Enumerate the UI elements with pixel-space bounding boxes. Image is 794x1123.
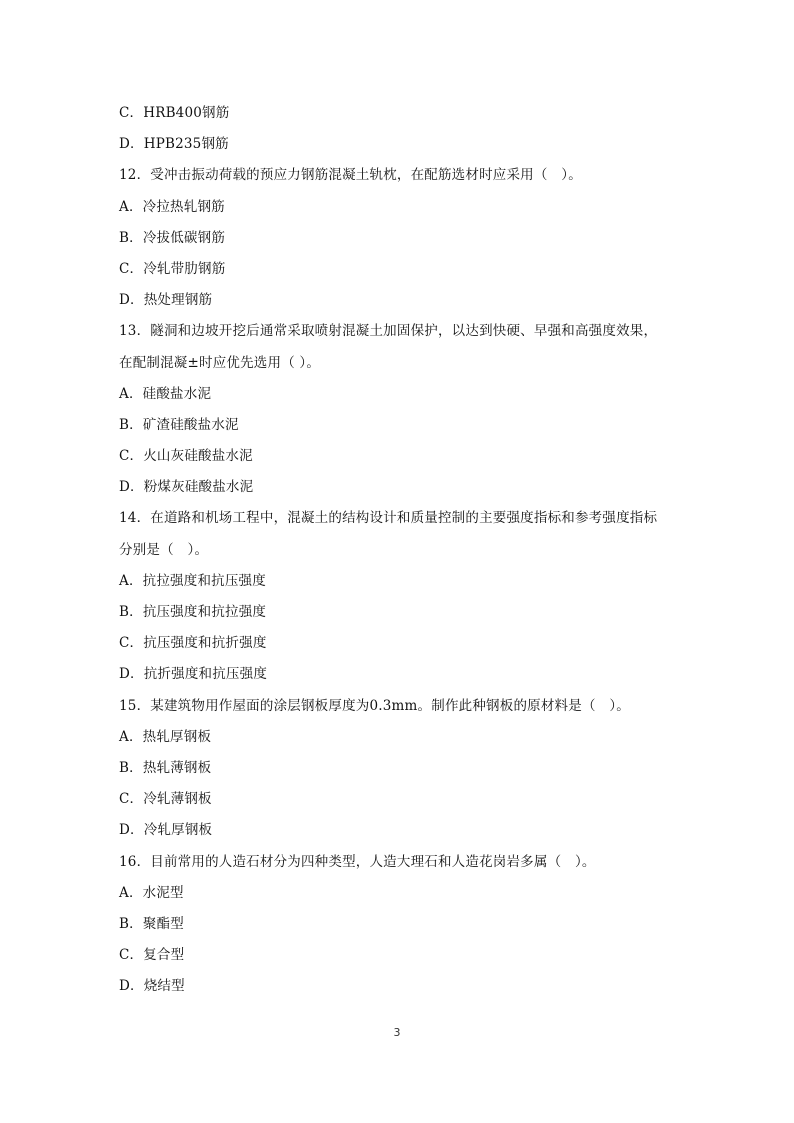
option-line: B．矿渣硅酸盐水泥: [119, 416, 239, 433]
option-line: A．水泥型: [119, 884, 184, 901]
option-line: B．聚酯型: [119, 915, 184, 932]
page-number: 3: [393, 1026, 401, 1039]
option-line: B．抗压强度和抗拉强度: [119, 604, 267, 620]
option-line: B．热轧薄钢板: [119, 759, 212, 776]
option-line: A．冷拉热轧钢筋: [119, 198, 225, 215]
option-line: C．火山灰硅酸盐水泥: [119, 448, 253, 465]
question-15-stem: 15．某建筑物用作屋面的涂层钢板厚度为0.3mm。制作此种钢板的原材料是（ ）。: [119, 697, 630, 714]
option-line: D．抗折强度和抗压强度: [119, 666, 268, 683]
question-content: [119, 98, 689, 1002]
option-line: C．抗压强度和抗折强度: [119, 635, 267, 652]
option-line: A．抗拉强度和抗压强度: [119, 572, 266, 589]
option-line: D．粉煤灰硅酸盐水泥: [119, 479, 254, 496]
option-line: D．冷轧厚钢板: [119, 822, 213, 839]
question-14-stem-cont: 分别是（ ）。: [119, 541, 209, 558]
option-line: C．冷轧带肋钢筋: [119, 260, 226, 277]
option-line: C．冷轧薄钢板: [119, 791, 212, 808]
question-16-stem: 16．目前常用的人造石材分为四种类型，人造大理石和人造花岗岩多属（ ）。: [119, 853, 596, 870]
option-line: C．复合型: [119, 947, 185, 964]
question-14-stem: 14．在道路和机场工程中，混凝土的结构设计和质量控制的主要强度指标和参考强度指标: [119, 510, 658, 527]
option-line: D．热处理钢筋: [119, 292, 213, 309]
option-line: D．烧结型: [119, 978, 185, 995]
option-line: A．热轧厚钢板: [119, 728, 212, 745]
question-13-stem-cont: 在配制混凝±时应优先选用（ ）。: [119, 354, 321, 371]
option-line: A．硅酸盐水泥: [119, 385, 212, 402]
question-13-stem: 13．隧洞和边坡开挖后通常采取喷射混凝土加固保护，以达到快硬、早强和高强度效果，: [119, 323, 658, 340]
option-line: D．HPB235钢筋: [119, 136, 229, 153]
option-line: C．HRB400钢筋: [119, 105, 230, 121]
question-12-stem: 12．受冲击振动荷载的预应力钢筋混凝土轨枕，在配筋选材时应采用（ ）。: [119, 167, 582, 184]
option-line: B．冷拔低碳钢筋: [119, 229, 226, 246]
